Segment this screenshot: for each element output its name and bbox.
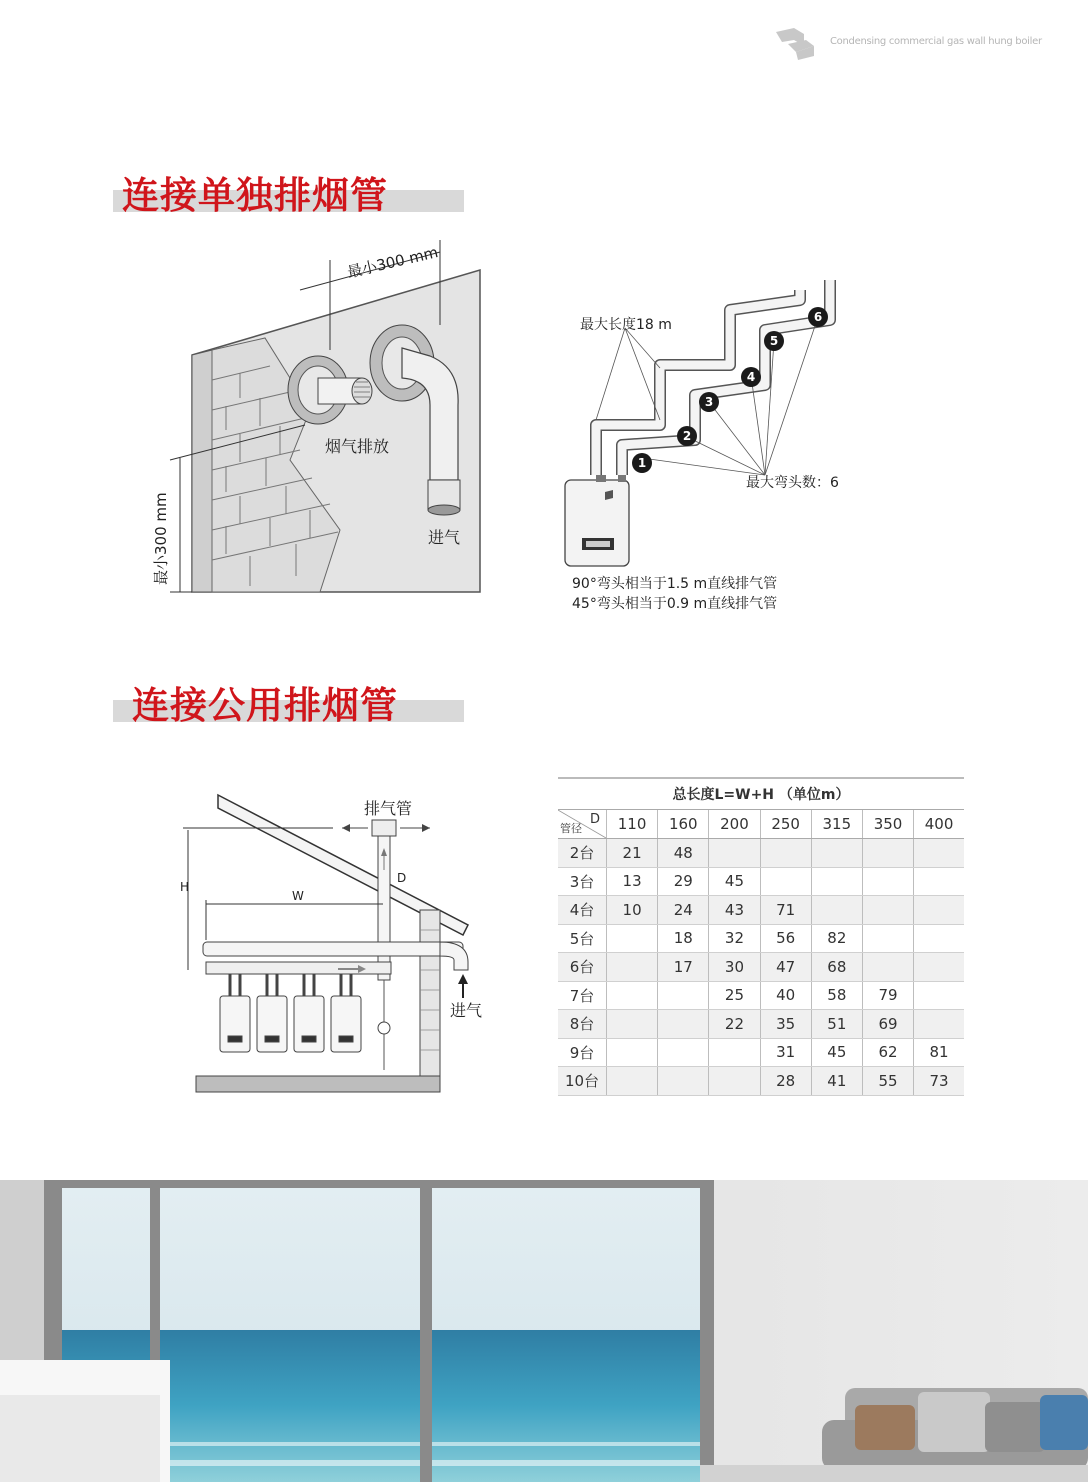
- length-cell: [811, 839, 862, 868]
- table-row: [558, 981, 964, 1010]
- length-cell: 81: [914, 1038, 964, 1067]
- corner-d: D: [589, 812, 600, 827]
- length-cell: [658, 981, 709, 1010]
- length-cell: 28: [760, 1067, 811, 1096]
- length-cell: [709, 1067, 760, 1096]
- length-cell: [607, 924, 658, 953]
- length-cell: [709, 1038, 760, 1067]
- unit-count-cell: 5台: [558, 924, 607, 953]
- length-cell: [914, 981, 964, 1010]
- elbow-number: 3: [704, 395, 714, 409]
- h-label: H: [180, 880, 190, 894]
- elbow-number: 2: [682, 429, 692, 443]
- diameter-header: 400: [914, 810, 964, 839]
- length-cell: [607, 981, 658, 1010]
- unit-count-cell: 2台: [558, 839, 607, 868]
- length-cell: 13: [607, 867, 658, 896]
- diameter-header: 200: [709, 810, 760, 839]
- unit-count-cell: 8台: [558, 1010, 607, 1039]
- length-cell: 69: [862, 1010, 913, 1039]
- shared-flue-diagram: [178, 790, 498, 1100]
- length-cell: 62: [862, 1038, 913, 1067]
- length-cell: [709, 839, 760, 868]
- table-row: [558, 839, 964, 868]
- length-cell: 56: [760, 924, 811, 953]
- wall-vent-diagram: [140, 230, 500, 630]
- exhaust-pipe-label: 排气管: [364, 799, 413, 818]
- length-cell: 25: [709, 981, 760, 1010]
- diameter-header: 160: [658, 810, 709, 839]
- exhaust-label: 烟气排放: [325, 437, 390, 456]
- table-row: [558, 867, 964, 896]
- length-cell: [914, 953, 964, 982]
- length-cell: [607, 953, 658, 982]
- length-cell: 51: [811, 1010, 862, 1039]
- length-cell: [862, 953, 913, 982]
- length-cell: [607, 1067, 658, 1096]
- length-cell: 30: [709, 953, 760, 982]
- diameter-header: 350: [862, 810, 913, 839]
- length-cell: [607, 1038, 658, 1067]
- living-room-photo: [0, 1180, 1088, 1482]
- unit-count-cell: 4台: [558, 896, 607, 925]
- length-cell: 45: [811, 1038, 862, 1067]
- diameter-header: 250: [760, 810, 811, 839]
- length-cell: 82: [811, 924, 862, 953]
- table-row: [558, 1038, 964, 1067]
- length-cell: 40: [760, 981, 811, 1010]
- table-row: [558, 896, 964, 925]
- length-cell: 73: [914, 1067, 964, 1096]
- length-cell: 48: [658, 839, 709, 868]
- length-cell: [914, 1010, 964, 1039]
- note-90-elbow: 90°弯头相当于1.5 m直线排气管: [572, 576, 778, 592]
- length-cell: [862, 924, 913, 953]
- length-cell: [862, 839, 913, 868]
- diameter-header: 110: [607, 810, 658, 839]
- length-cell: 18: [658, 924, 709, 953]
- length-cell: [811, 867, 862, 896]
- length-cell: 55: [862, 1067, 913, 1096]
- elbow-number: 6: [813, 310, 823, 324]
- length-cell: [862, 896, 913, 925]
- length-cell: [914, 839, 964, 868]
- length-cell: [914, 896, 964, 925]
- unit-count-cell: 6台: [558, 953, 607, 982]
- length-cell: 71: [760, 896, 811, 925]
- elbow-number: 5: [769, 334, 779, 348]
- length-cell: [658, 1010, 709, 1039]
- brand-tagline: Condensing commercial gas wall hung boiler: [830, 36, 1042, 47]
- table-body: [558, 839, 964, 1096]
- table-row: [558, 953, 964, 982]
- length-cell: 24: [658, 896, 709, 925]
- corner-diameter: 管径: [560, 822, 582, 835]
- table-row: [558, 924, 964, 953]
- length-cell: 10: [607, 896, 658, 925]
- boiler-unit: [565, 475, 629, 566]
- length-cell: [760, 839, 811, 868]
- unit-count-cell: 10台: [558, 1067, 607, 1096]
- max-elbows-label: 最大弯头数：6: [746, 475, 839, 491]
- length-cell: [811, 896, 862, 925]
- length-cell: 35: [760, 1010, 811, 1039]
- intake-label-2: 进气: [450, 1001, 483, 1020]
- length-cell: [607, 1010, 658, 1039]
- unit-count-cell: 3台: [558, 867, 607, 896]
- length-cell: 21: [607, 839, 658, 868]
- table-row: [558, 1010, 964, 1039]
- boiler-row: [220, 996, 361, 1052]
- top-distance-label: 最小300 mm: [345, 243, 440, 282]
- d-label: D: [397, 871, 407, 885]
- section1-title: 连接单独排烟管: [122, 174, 388, 217]
- length-cell: 68: [811, 953, 862, 982]
- length-cell: [914, 924, 964, 953]
- length-cell: 41: [811, 1067, 862, 1096]
- diameter-header: 315: [811, 810, 862, 839]
- unit-count-cell: 7台: [558, 981, 607, 1010]
- length-cell: 79: [862, 981, 913, 1010]
- length-cell: [862, 867, 913, 896]
- length-cell: [658, 1067, 709, 1096]
- length-cell: [760, 867, 811, 896]
- length-cell: 43: [709, 896, 760, 925]
- note-45-elbow: 45°弯头相当于0.9 m直线排气管: [572, 596, 778, 612]
- flue-length-table: [558, 777, 964, 1096]
- sofa: [822, 1388, 1088, 1470]
- corner-cell: [558, 810, 607, 839]
- length-cell: 29: [658, 867, 709, 896]
- length-cell: [658, 1038, 709, 1067]
- length-cell: [914, 867, 964, 896]
- length-cell: 31: [760, 1038, 811, 1067]
- length-cell: 17: [658, 953, 709, 982]
- elbow-number: 4: [746, 370, 756, 384]
- side-distance-label: 最小300 mm: [152, 492, 170, 585]
- intake-label: 进气: [428, 528, 461, 547]
- length-cell: 47: [760, 953, 811, 982]
- length-cell: 45: [709, 867, 760, 896]
- unit-count-cell: 9台: [558, 1038, 607, 1067]
- elbow-number: 1: [637, 456, 647, 470]
- section2-title: 连接公用排烟管: [132, 684, 398, 727]
- length-cell: 22: [709, 1010, 760, 1039]
- length-cell: 58: [811, 981, 862, 1010]
- w-label: W: [292, 889, 304, 903]
- table-title: 总长度L=W+H （单位m）: [558, 778, 964, 810]
- length-cell: 32: [709, 924, 760, 953]
- max-length-label: 最大长度18 m: [580, 317, 672, 333]
- table-row: [558, 1067, 964, 1096]
